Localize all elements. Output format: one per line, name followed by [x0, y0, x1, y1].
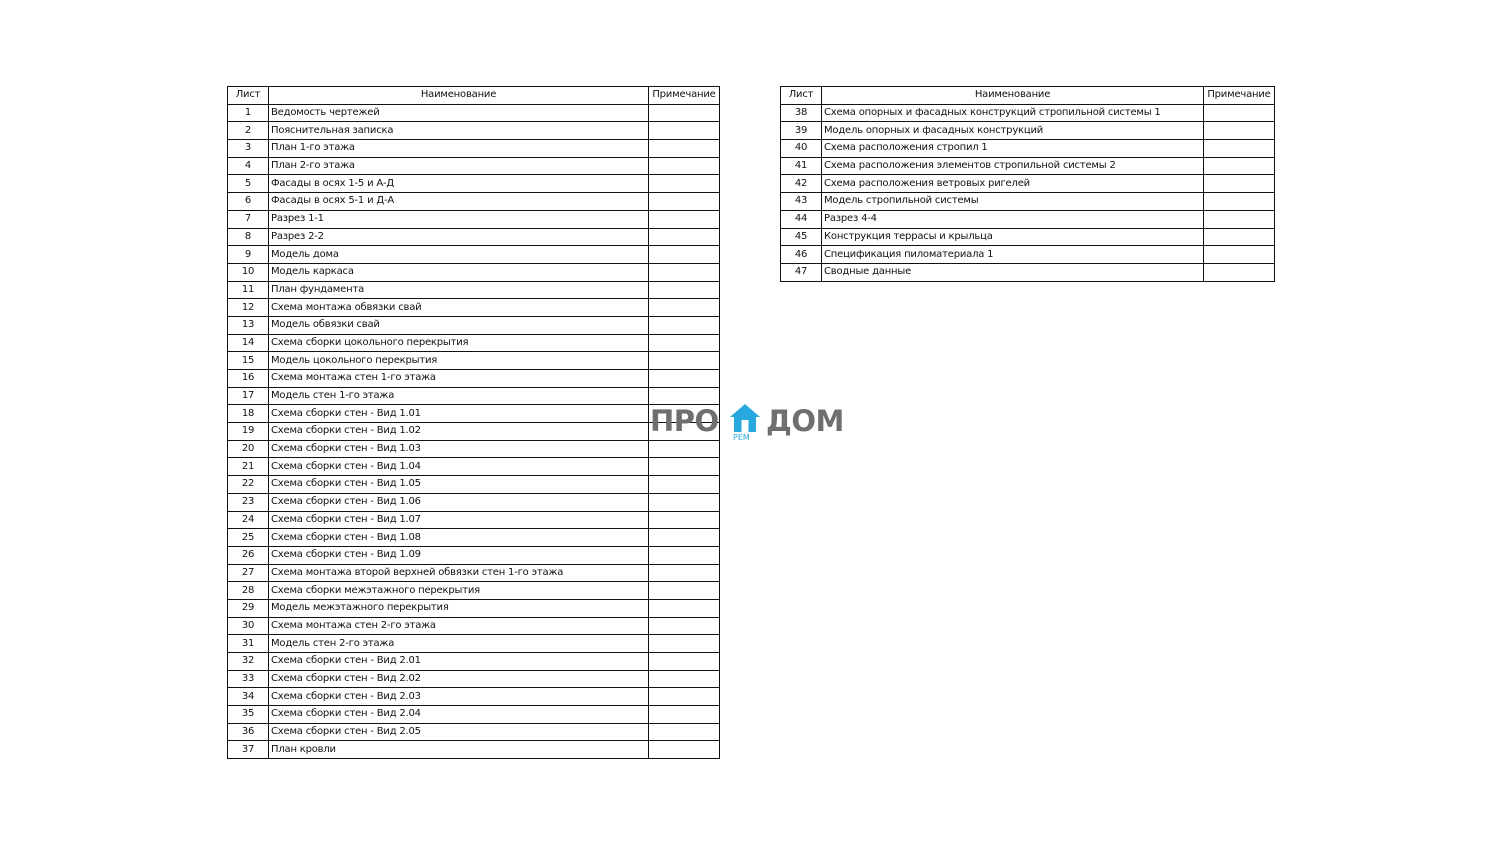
sheet-number: 30: [228, 617, 269, 635]
sheet-name: План фундамента: [269, 281, 649, 299]
sheet-number: 39: [781, 122, 822, 140]
sheet-name: Схема монтажа второй верхней обвязки стен 1-го этажа: [269, 564, 649, 582]
table-row: [228, 122, 720, 140]
drawings-list-table-left: [227, 86, 720, 759]
sheet-number: 26: [228, 546, 269, 564]
table-row: [228, 546, 720, 564]
table-row: [228, 210, 720, 228]
sheet-name: Разрез 2-2: [269, 228, 649, 246]
sheet-note: [1204, 140, 1275, 158]
table-row: [781, 140, 1275, 158]
sheet-note: [1204, 246, 1275, 264]
sheet-name: Разрез 4-4: [822, 210, 1204, 228]
sheet-number: 40: [781, 140, 822, 158]
sheet-number: 37: [228, 741, 269, 759]
table-row: [228, 140, 720, 158]
sheet-note: [649, 370, 720, 388]
sheet-name: Схема сборки стен - Вид 1.06: [269, 493, 649, 511]
table-row: [781, 104, 1275, 122]
sheet-name: План 2-го этажа: [269, 157, 649, 175]
sheet-name: Модель дома: [269, 246, 649, 264]
sheet-note: [649, 263, 720, 281]
table-row: [781, 228, 1275, 246]
sheet-number: 1: [228, 104, 269, 122]
sheet-note: [649, 493, 720, 511]
sheet-number: 36: [228, 723, 269, 741]
sheet-name: Схема монтажа обвязки свай: [269, 299, 649, 317]
sheet-name: Модель стен 1-го этажа: [269, 387, 649, 405]
sheet-number: 10: [228, 263, 269, 281]
sheet-note: [649, 352, 720, 370]
sheet-name: Схема сборки стен - Вид 2.05: [269, 723, 649, 741]
table-header-row: [781, 87, 1275, 105]
sheet-number: 9: [228, 246, 269, 264]
table-row: [781, 210, 1275, 228]
sheet-name: Модель стропильной системы: [822, 193, 1204, 211]
sheet-note: [649, 741, 720, 759]
table-row: [228, 175, 720, 193]
sheet-note: [649, 546, 720, 564]
sheet-number: 28: [228, 582, 269, 600]
table-row: [781, 175, 1275, 193]
sheet-name: Модель опорных и фасадных конструкций: [822, 122, 1204, 140]
drawings-list-table-right: [780, 86, 1275, 282]
sheet-number: 2: [228, 122, 269, 140]
sheet-name: Схема сборки стен - Вид 1.07: [269, 511, 649, 529]
header-sheet: Лист: [781, 87, 822, 105]
sheet-number: 17: [228, 387, 269, 405]
header-sheet: Лист: [228, 87, 269, 105]
table-row: [228, 617, 720, 635]
sheet-number: 6: [228, 193, 269, 211]
sheet-number: 14: [228, 334, 269, 352]
table-row: [228, 564, 720, 582]
sheet-number: 5: [228, 175, 269, 193]
table-row: [228, 688, 720, 706]
sheet-name: План кровли: [269, 741, 649, 759]
sheet-name: Схема расположения ветровых ригелей: [822, 175, 1204, 193]
table-row: [228, 723, 720, 741]
sheet-number: 13: [228, 316, 269, 334]
table-row: [228, 423, 720, 441]
table-row: [228, 334, 720, 352]
watermark-text-left: ПРО: [650, 404, 719, 438]
table-row: [781, 263, 1275, 281]
sheet-note: [649, 529, 720, 547]
sheet-number: 43: [781, 193, 822, 211]
table-row: [781, 246, 1275, 264]
sheet-number: 8: [228, 228, 269, 246]
sheet-number: 47: [781, 263, 822, 281]
sheet-name: Схема расположения элементов стропильной системы 2: [822, 157, 1204, 175]
sheet-name: Схема опорных и фасадных конструкций стропильной системы 1: [822, 104, 1204, 122]
sheet-name: Модель стен 2-го этажа: [269, 635, 649, 653]
table-row: [781, 122, 1275, 140]
sheet-name: Схема расположения стропил 1: [822, 140, 1204, 158]
table-row: [228, 529, 720, 547]
table-row: [781, 157, 1275, 175]
sheet-note: [649, 458, 720, 476]
sheet-note: [649, 706, 720, 724]
sheet-note: [1204, 193, 1275, 211]
sheet-note: [649, 140, 720, 158]
sheet-number: 18: [228, 405, 269, 423]
sheet-name: Схема сборки стен - Вид 1.03: [269, 440, 649, 458]
table-row: [228, 193, 720, 211]
sheet-number: 27: [228, 564, 269, 582]
header-note: Примечание: [649, 87, 720, 105]
table-row: [228, 511, 720, 529]
sheet-note: [649, 299, 720, 317]
sheet-note: [649, 122, 720, 140]
sheet-note: [649, 723, 720, 741]
table-row: [228, 387, 720, 405]
sheet-number: 33: [228, 670, 269, 688]
sheet-note: [649, 564, 720, 582]
table-row: [228, 281, 720, 299]
sheet-number: 15: [228, 352, 269, 370]
sheet-name: Схема сборки стен - Вид 1.09: [269, 546, 649, 564]
sheet-number: 23: [228, 493, 269, 511]
sheet-note: [649, 246, 720, 264]
table-row: [228, 476, 720, 494]
sheet-number: 11: [228, 281, 269, 299]
sheet-name: Ведомость чертежей: [269, 104, 649, 122]
sheet-number: 21: [228, 458, 269, 476]
table-row: [228, 299, 720, 317]
table-row: [228, 370, 720, 388]
sheet-note: [649, 653, 720, 671]
sheet-name: Схема сборки стен - Вид 2.01: [269, 653, 649, 671]
sheet-number: 19: [228, 423, 269, 441]
sheet-note: [1204, 263, 1275, 281]
sheet-number: 32: [228, 653, 269, 671]
header-name: Наименование: [822, 87, 1204, 105]
sheet-name: Модель обвязки свай: [269, 316, 649, 334]
table-row: [228, 440, 720, 458]
header-note: Примечание: [1204, 87, 1275, 105]
sheet-note: [649, 476, 720, 494]
table-row: [228, 316, 720, 334]
sheet-number: 42: [781, 175, 822, 193]
table-row: [228, 104, 720, 122]
sheet-note: [649, 228, 720, 246]
sheet-name: Фасады в осях 1-5 и А-Д: [269, 175, 649, 193]
sheet-name: Схема сборки стен - Вид 2.04: [269, 706, 649, 724]
sheet-name: Схема монтажа стен 2-го этажа: [269, 617, 649, 635]
table-row: [228, 582, 720, 600]
sheet-name: Сводные данные: [822, 263, 1204, 281]
sheet-number: 45: [781, 228, 822, 246]
sheet-number: 3: [228, 140, 269, 158]
sheet-number: 34: [228, 688, 269, 706]
sheet-name: Фасады в осях 5-1 и Д-А: [269, 193, 649, 211]
sheet-number: 29: [228, 599, 269, 617]
sheet-name: Схема сборки стен - Вид 1.05: [269, 476, 649, 494]
table-row: [228, 635, 720, 653]
sheet-name: Схема сборки цокольного перекрытия: [269, 334, 649, 352]
table-row: [228, 599, 720, 617]
sheet-name: Схема сборки стен - Вид 2.02: [269, 670, 649, 688]
sheet-number: 16: [228, 370, 269, 388]
sheet-note: [649, 582, 720, 600]
sheet-number: 44: [781, 210, 822, 228]
sheet-note: [649, 334, 720, 352]
sheet-number: 7: [228, 210, 269, 228]
sheet-note: [649, 193, 720, 211]
sheet-number: 41: [781, 157, 822, 175]
sheet-name: Схема сборки стен - Вид 2.03: [269, 688, 649, 706]
table-row: [228, 228, 720, 246]
sheet-number: 25: [228, 529, 269, 547]
sheet-note: [649, 617, 720, 635]
table-row: [228, 405, 720, 423]
table-row: [228, 157, 720, 175]
sheet-note: [649, 210, 720, 228]
sheet-note: [649, 599, 720, 617]
sheet-name: Спецификация пиломатериала 1: [822, 246, 1204, 264]
sheet-name: Схема сборки стен - Вид 1.04: [269, 458, 649, 476]
sheet-note: [649, 281, 720, 299]
sheet-number: 22: [228, 476, 269, 494]
table-row: [228, 263, 720, 281]
table-row: [228, 246, 720, 264]
sheet-note: [649, 157, 720, 175]
sheet-name: Схема сборки стен - Вид 1.02: [269, 423, 649, 441]
sheet-name: Разрез 1-1: [269, 210, 649, 228]
sheet-number: 4: [228, 157, 269, 175]
sheet-name: Пояснительная записка: [269, 122, 649, 140]
sheet-name: План 1-го этажа: [269, 140, 649, 158]
table-row: [781, 193, 1275, 211]
sheet-number: 35: [228, 706, 269, 724]
header-name: Наименование: [269, 87, 649, 105]
watermark-logo: [650, 402, 850, 446]
sheet-note: [649, 104, 720, 122]
sheet-note: [649, 688, 720, 706]
sheet-note: [1204, 210, 1275, 228]
table-row: [228, 493, 720, 511]
sheet-note: [1204, 157, 1275, 175]
sheet-name: Конструкция террасы и крыльца: [822, 228, 1204, 246]
table-header-row: [228, 87, 720, 105]
sheet-name: Модель каркаса: [269, 263, 649, 281]
watermark-text-right: ДОМ: [766, 404, 844, 438]
table-row: [228, 741, 720, 759]
sheet-note: [649, 511, 720, 529]
sheet-note: [1204, 122, 1275, 140]
sheet-note: [649, 175, 720, 193]
sheet-note: [1204, 104, 1275, 122]
table-row: [228, 653, 720, 671]
sheet-name: Модель цокольного перекрытия: [269, 352, 649, 370]
sheet-number: 38: [781, 104, 822, 122]
sheet-note: [649, 316, 720, 334]
sheet-number: 24: [228, 511, 269, 529]
sheet-note: [649, 635, 720, 653]
table-row: [228, 706, 720, 724]
house-icon: [729, 402, 761, 434]
watermark-subtext: РЕМ: [733, 433, 750, 442]
sheet-note: [1204, 175, 1275, 193]
sheet-name: Схема сборки стен - Вид 1.08: [269, 529, 649, 547]
table-row: [228, 352, 720, 370]
sheet-number: 46: [781, 246, 822, 264]
sheet-note: [649, 670, 720, 688]
table-row: [228, 458, 720, 476]
sheet-number: 12: [228, 299, 269, 317]
sheet-note: [1204, 228, 1275, 246]
sheet-number: 20: [228, 440, 269, 458]
table-row: [228, 670, 720, 688]
sheet-name: Схема сборки стен - Вид 1.01: [269, 405, 649, 423]
sheet-name: Модель межэтажного перекрытия: [269, 599, 649, 617]
sheet-number: 31: [228, 635, 269, 653]
sheet-name: Схема монтажа стен 1-го этажа: [269, 370, 649, 388]
sheet-name: Схема сборки межэтажного перекрытия: [269, 582, 649, 600]
